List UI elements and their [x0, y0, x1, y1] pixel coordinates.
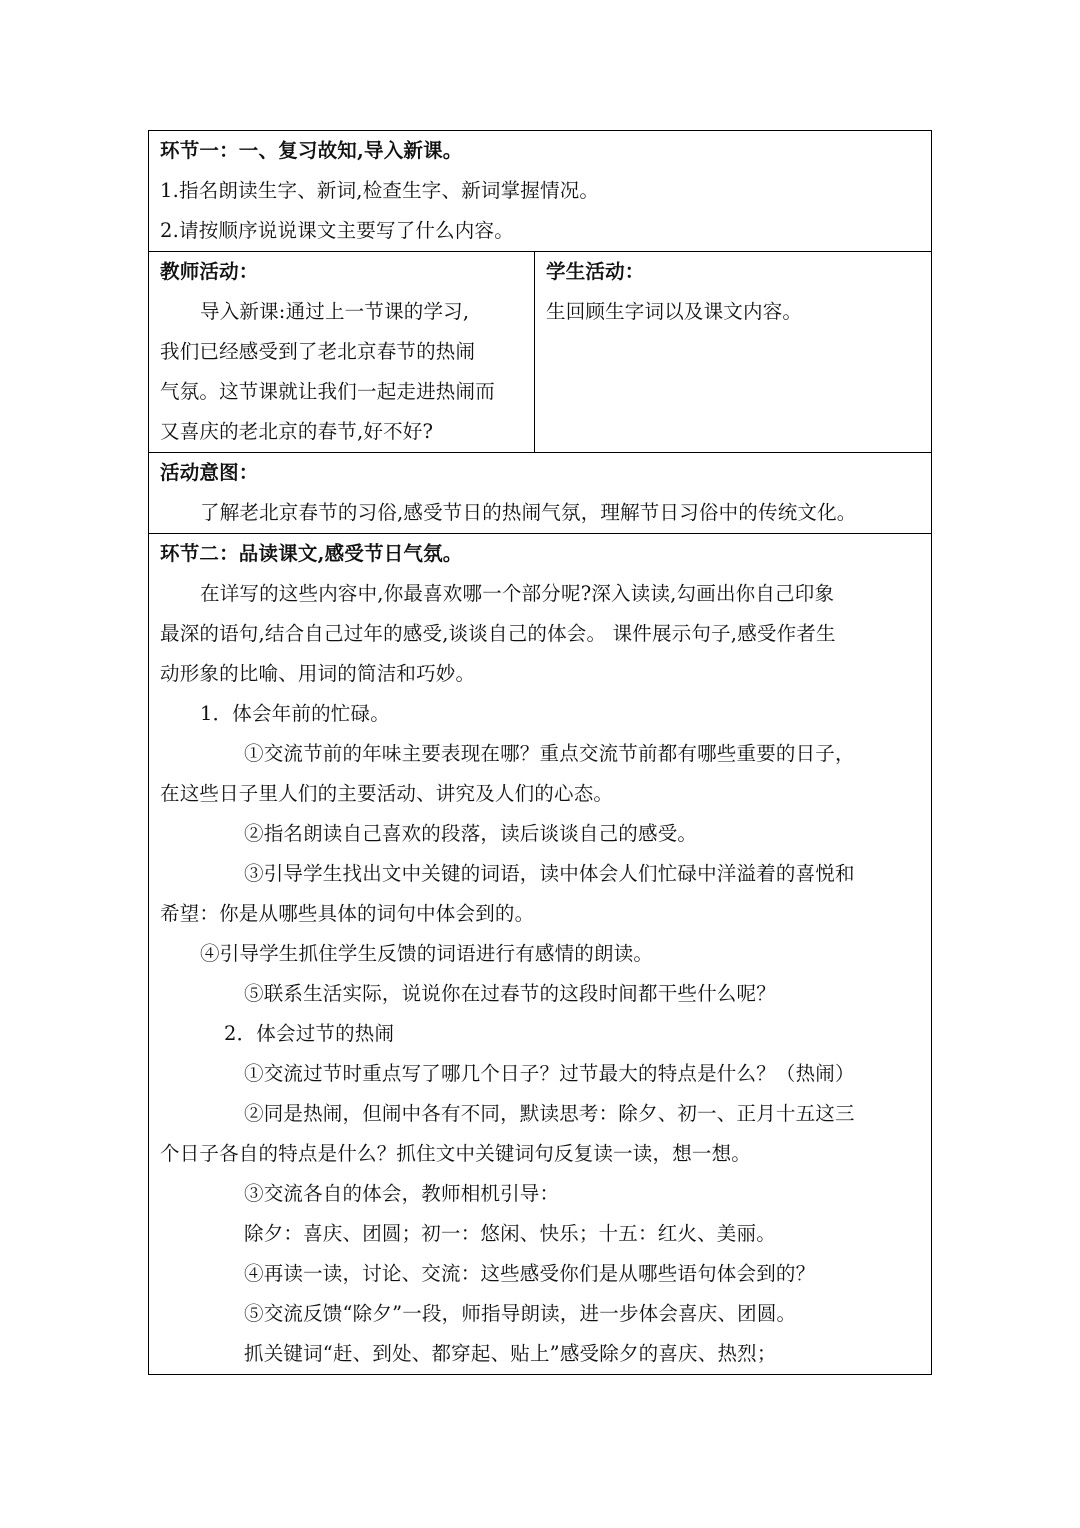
section-2-heading: 环节二：品读课文,感受节日气氛。 [160, 542, 463, 565]
section-2-line: ③交流各自的体会，教师相机引导： [244, 1182, 560, 1205]
teacher-activity-cell [149, 252, 535, 452]
section-2-line: 2．体会过节的热闹 [224, 1022, 395, 1045]
student-activity-cell [535, 252, 931, 452]
section-2-line: ④引导学生抓住学生反馈的词语进行有感情的朗读。 [200, 942, 654, 965]
section-2-line: 1．体会年前的忙碌。 [200, 702, 390, 725]
teacher-activity-line: 我们已经感受到了老北京春节的热闹 [160, 340, 476, 363]
section-1-heading: 环节一：一、复习故知,导入新课。 [160, 139, 463, 162]
intent-text: 了解老北京春节的习俗,感受节日的热闹气氛，理解节日习俗中的传统文化。 [200, 501, 857, 524]
section-2-line: ①交流过节时重点写了哪几个日子？过节最大的特点是什么？（热闹） [244, 1062, 855, 1085]
section-2-line: 除夕：喜庆、团圆；初一：悠闲、快乐；十五：红火、美丽。 [244, 1222, 776, 1245]
teacher-activity-heading: 教师活动： [160, 260, 259, 283]
intent-row [149, 453, 931, 534]
section-1-line: 1.指名朗读生字、新词,检查生字、新词掌握情况。 [160, 179, 600, 202]
teacher-activity-line: 又喜庆的老北京的春节,好不好? [160, 420, 434, 443]
section-2-line: ③引导学生找出文中关键的词语，读中体会人们忙碌中洋溢着的喜悦和 [244, 862, 855, 885]
section-2-line: ⑤交流反馈“除夕”一段，师指导朗读，进一步体会喜庆、团圆。 [244, 1302, 797, 1325]
teacher-activity-line: 导入新课:通过上一节课的学习, [200, 300, 470, 323]
section-2-line: ②指名朗读自己喜欢的段落，读后谈谈自己的感受。 [244, 822, 698, 845]
lesson-plan-table [148, 130, 932, 1375]
section-2-line: 动形象的比喻、用词的简洁和巧妙。 [160, 662, 476, 685]
section-2-line: ②同是热闹，但闹中各有不同，默读思考：除夕、初一、正月十五这三 [244, 1102, 855, 1125]
section-2-line: ④再读一读，讨论、交流：这些感受你们是从哪些语句体会到的？ [244, 1262, 816, 1285]
section-2-line: 希望：你是从哪些具体的词句中体会到的。 [160, 902, 535, 925]
section-1 [149, 131, 931, 252]
student-activity-line: 生回顾生字词以及课文内容。 [546, 300, 803, 323]
section-2-line: 在详写的这些内容中,你最喜欢哪一个部分呢?深入读读,勾画出你自己印象 [200, 582, 835, 605]
teacher-activity-line: 气氛。这节课就让我们一起走进热闹而 [160, 380, 495, 403]
section-2-line: ⑤联系生活实际，说说你在过春节的这段时间都干些什么呢？ [244, 982, 776, 1005]
student-activity-heading: 学生活动： [546, 260, 645, 283]
section-2-line: 个日子各自的特点是什么？抓住文中关键词句反复读一读，想一想。 [160, 1142, 752, 1165]
section-1-line: 2.请按顺序说说课文主要写了什么内容。 [160, 219, 514, 242]
section-2-line: 最深的语句,结合自己过年的感受,谈谈自己的体会。 课件展示句子,感受作者生 [160, 622, 836, 645]
section-2-line: 抓关键词“赶、到处、都穿起、贴上”感受除夕的喜庆、热烈； [244, 1342, 777, 1365]
section-2 [149, 534, 931, 1374]
activities-row [149, 252, 931, 453]
section-2-line: 在这些日子里人们的主要活动、讲究及人们的心态。 [160, 782, 614, 805]
section-2-line: ①交流节前的年味主要表现在哪？重点交流节前都有哪些重要的日子， [244, 742, 855, 765]
intent-heading: 活动意图： [160, 461, 259, 484]
